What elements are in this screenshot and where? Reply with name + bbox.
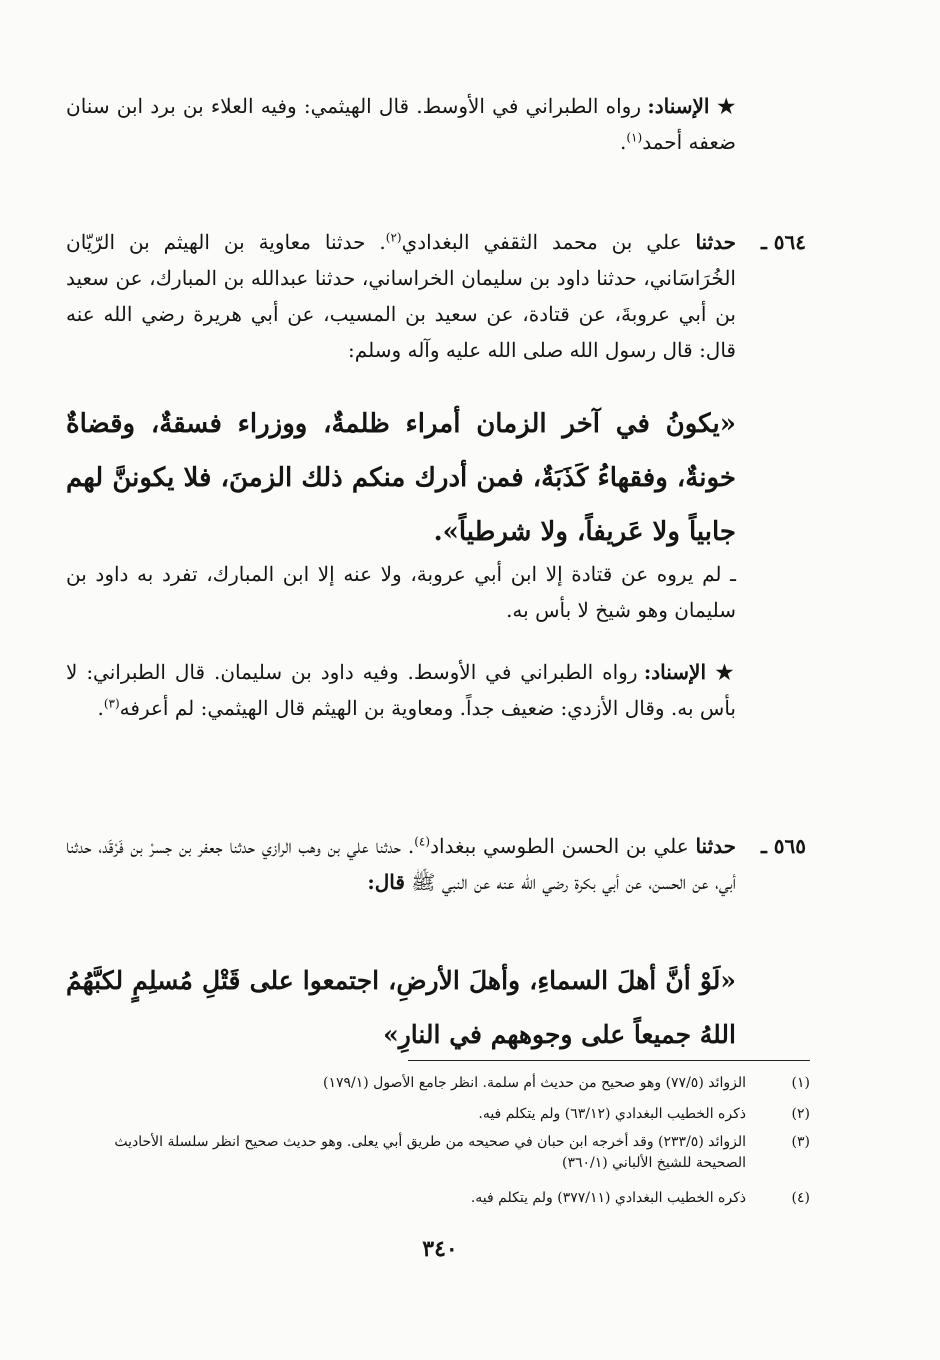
- footnote-ref-4[interactable]: (٤): [414, 834, 431, 849]
- footnote-ref-2[interactable]: (٢): [385, 230, 402, 245]
- footnote-text: ذكره الخطيب البغدادي (٦٣/١٢) ولم يتكلم فيه.: [478, 1106, 746, 1122]
- isnad-text: رواه الطبراني في الأوسط. وفيه داود بن سليمان. قال الطبراني: لا بأس به. وقال الأزدي: ضعيف جداً. ومعاوية بن الهيثم قال الهيثمي: لم أعرفه: [66, 660, 736, 720]
- footnote-number: (١): [791, 1075, 810, 1091]
- hadith-565-chain-part2: . حدثنا علي بن وهب الرازي حدثنا جعفر بن جسرْ بن فَرْقَد، حدثنا أبي، عن الحسن، عن أبي بكرة رضي الله عنه عن النبي ﷺ: [66, 834, 736, 894]
- hadith-565-chain-part1: علي بن الحسن الطوسي ببغداد: [430, 834, 696, 858]
- hadith-number-564: ٥٦٤ ـ: [760, 230, 806, 254]
- hadith-564-chain: [66, 224, 736, 368]
- hadith-565-chain: [66, 828, 736, 900]
- footnote-text: الزوائد (٢٣٣/٥) وقد أخرجه ابن حبان في صحيحه من طريق أبي يعلى. وهو حديث صحيح انظر سلسلة الأحاديث الصحيحة للشيخ الألباني (٣٦٠/١): [114, 1134, 746, 1171]
- footnote-ref-1[interactable]: (١): [626, 130, 643, 145]
- hadith-565-lead: حدثنا: [695, 834, 736, 858]
- hadith-564-lead: حدثنا: [695, 230, 737, 254]
- hadith-564-matn: «يكونُ في آخر الزمان أمراء ظلمةٌ، ووزراء فسقةٌ، وقضاةٌ خونةٌ، وفقهاءُ كَذَبَةٌ، فمن أدرك منكم ذلك الزمنَ، فلا يكوننَّ لهم جابياً ولا عَريفاً، ولا شرطياً».: [66, 409, 736, 547]
- hadith-564-note: ـ لم يروه عن قتادة إلا ابن أبي عروبة، ولا عنه إلا ابن المبارك، تفرد به داود بن سليمان وهو شيخ لا بأس به.: [66, 562, 736, 622]
- footnote-separator: [408, 1060, 810, 1061]
- isnad-heading: ★ الإسناد:: [647, 94, 736, 118]
- footnote-text: الزوائد (٧٧/٥) وهو صحيح من حديث أم سلمة. انظر جامع الأصول (١٧٩/١): [322, 1075, 746, 1091]
- isnad-end: .: [620, 130, 627, 154]
- hadith-number-565: ٥٦٥ ـ: [760, 834, 806, 858]
- isnad-end: .: [97, 696, 104, 720]
- page-number: ٣٤٠: [422, 1236, 458, 1262]
- hadith-564-isnad: [66, 654, 736, 726]
- footnote-number: (٢): [791, 1106, 810, 1122]
- hadith-565-qala: قال:: [367, 870, 405, 894]
- footnote-number: (٤): [791, 1190, 810, 1206]
- isnad-block-top: [66, 88, 736, 160]
- isnad-heading: ★ الإسناد:: [643, 660, 736, 684]
- isnad-text: رواه الطبراني في الأوسط. قال الهيثمي: وفيه العلاء بن برد ابن سنان ضعفه أحمد: [66, 94, 736, 154]
- hadith-564-chain-part2: . حدثنا معاوية بن الهيثم بن الرّيّان الخُرَاسَاني، حدثنا داود بن سليمان الخراساني، حدثنا عبدالله بن المبارك، عن سعيد بن أبي عروبةَ، عن قتادة، عن سعيد بن المسيب، عن أبي هريرة رضي الله عنه قال: قال رسول الله صلى الله عليه وآله وسلم:: [66, 230, 736, 362]
- footnote-text: ذكره الخطيب البغدادي (٣٧٧/١١) ولم يتكلم فيه.: [470, 1190, 746, 1206]
- hadith-565-matn: «لَوْ أنَّ أهلَ السماءِ، وأهلَ الأرضِ، اجتمعوا على قَتْلِ مُسلِمٍ لكبَّهُمُ اللهُ جميعاً على وجوههم في النارِ»: [66, 966, 736, 1049]
- footnote-number: (٣): [791, 1134, 810, 1150]
- hadith-564-chain-part1: علي بن محمد الثقفي البغدادي: [401, 230, 696, 254]
- footnote-ref-3[interactable]: (٣): [103, 696, 120, 711]
